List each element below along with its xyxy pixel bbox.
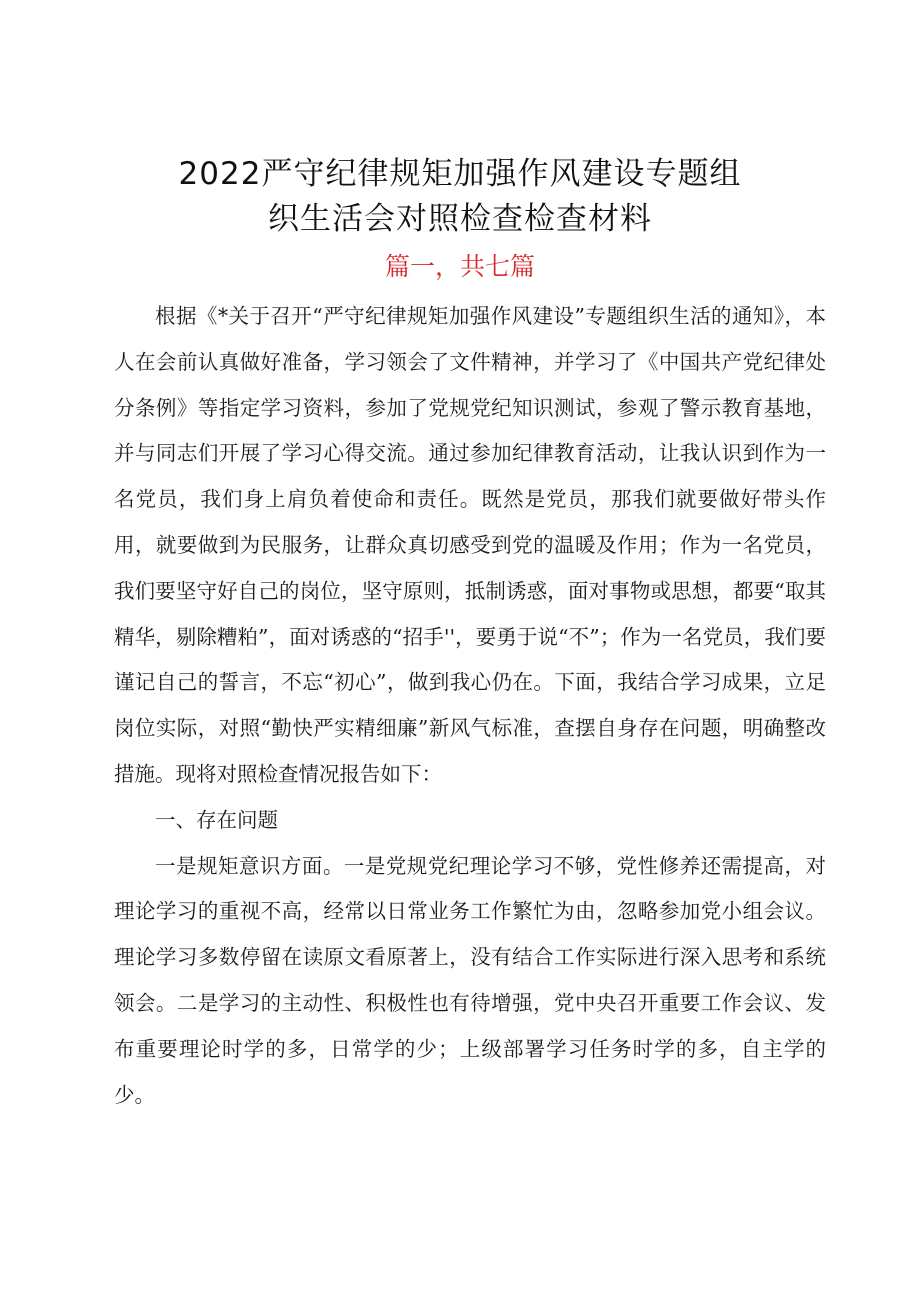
section-heading: 一、存在问题	[155, 807, 278, 832]
paragraph-problems: 一是规矩意识方面。一是党规党纪理论学习不够，党性修养还需提高，对理论学习的重视不高，经常以日常业务工作繁忙为由，忽略参加党小组会议。理论学习多数停留在读原文看原著上，没有结合工作实际进行深入思考和系统领会。二是学习的主动性、积极性也有待增强，党中央召开重要工作会议、发布重要理论时学的多，日常学的少；上级部署学习任务时学的多，自主学的少。	[114, 853, 826, 1107]
document-subtitle: 篇一，共七篇	[384, 252, 535, 281]
document-title-line2: 织生活会对照检查检查材料	[268, 201, 652, 237]
document-title-line1: 2022严守纪律规矩加强作风建设专题组	[178, 156, 742, 192]
document-body	[114, 294, 826, 1118]
paragraph-intro: 根据《*关于召开“严守纪律规矩加强作风建设”专题组织生活的通知》，本人在会前认真做好准备，学习领会了文件精神，并学习了《中国共产党纪律处分条例》等指定学习资料，参加了党规党纪知识测试，参观了警示教育基地，并与同志们开展了学习心得交流。通过参加纪律教育活动，让我认识到作为一名党员，我们身上肩负着使命和责任。既然是党员，那我们就要做好带头作用，就要做到为民服务，让群众真切感受到党的温暖及作用；作为一名党员，我们要坚守好自己的岗位，坚守原则，抵制诱惑，面对事物或思想，都要“取其精华，剔除糟粕”，面对诱惑的“招手''，要勇于说“不”；作为一名党员，我们要谨记自己的誓言，不忘“初心”，做到我心仍在。下面，我结合学习成果，立足岗位实际，对照“勤快严实精细廉”新风气标准，查摆自身存在问题，明确整改措施。现将对照检查情况报告如下：	[114, 304, 826, 786]
